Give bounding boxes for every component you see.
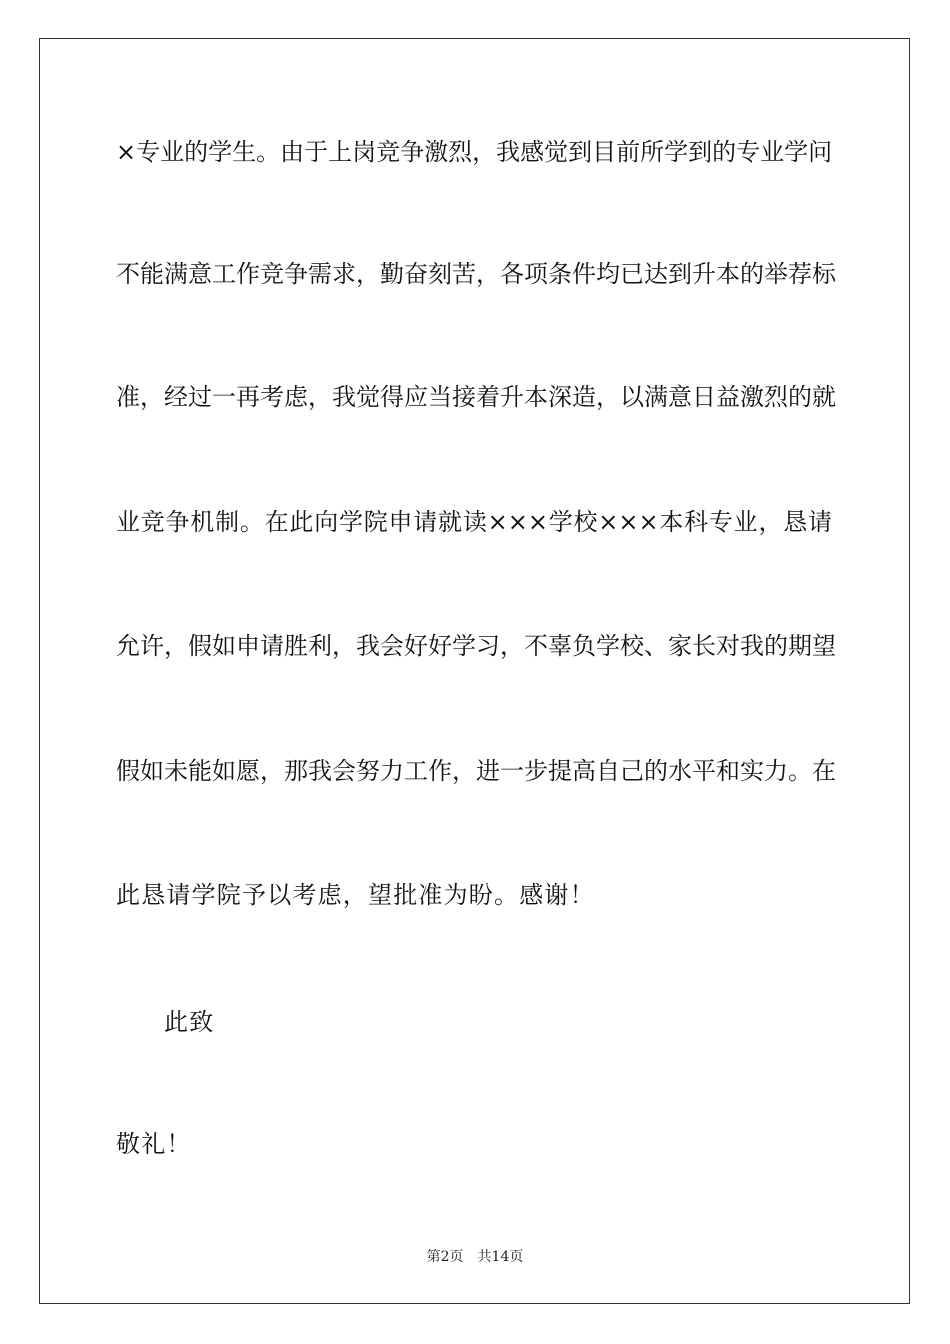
page-total: 共14页 bbox=[477, 1249, 524, 1265]
body-text-line-7: 此恳请学院予以考虑，望批准为盼。感谢！ bbox=[116, 881, 595, 909]
closing-text: 此致 bbox=[164, 1008, 215, 1036]
body-text-line-3: 准，经过一再考虑，我觉得应当接着升本深造，以满意日益激烈的就 bbox=[116, 383, 836, 411]
body-text-line-1: ×专业的学生。由于上岗竞争激烈，我感觉到目前所学到的专业学问 bbox=[116, 138, 833, 166]
body-text-line-4: 业竞争机制。在此向学院申请就读×××学校×××本科专业，恳请 bbox=[116, 508, 832, 536]
page-border bbox=[39, 38, 910, 1304]
page-number: 第2页 bbox=[426, 1249, 464, 1265]
body-text-line-5: 允许，假如申请胜利，我会好好学习，不辜负学校、家长对我的期望 bbox=[116, 632, 836, 660]
body-text-line-6: 假如未能如愿，那我会努力工作，进一步提高自己的水平和实力。在 bbox=[116, 757, 836, 785]
salutation-text: 敬礼！ bbox=[116, 1130, 192, 1158]
page-footer bbox=[0, 1248, 950, 1266]
body-text-line-2: 不能满意工作竞争需求，勤奋刻苦，各项条件均已达到升本的举荐标 bbox=[116, 260, 836, 288]
